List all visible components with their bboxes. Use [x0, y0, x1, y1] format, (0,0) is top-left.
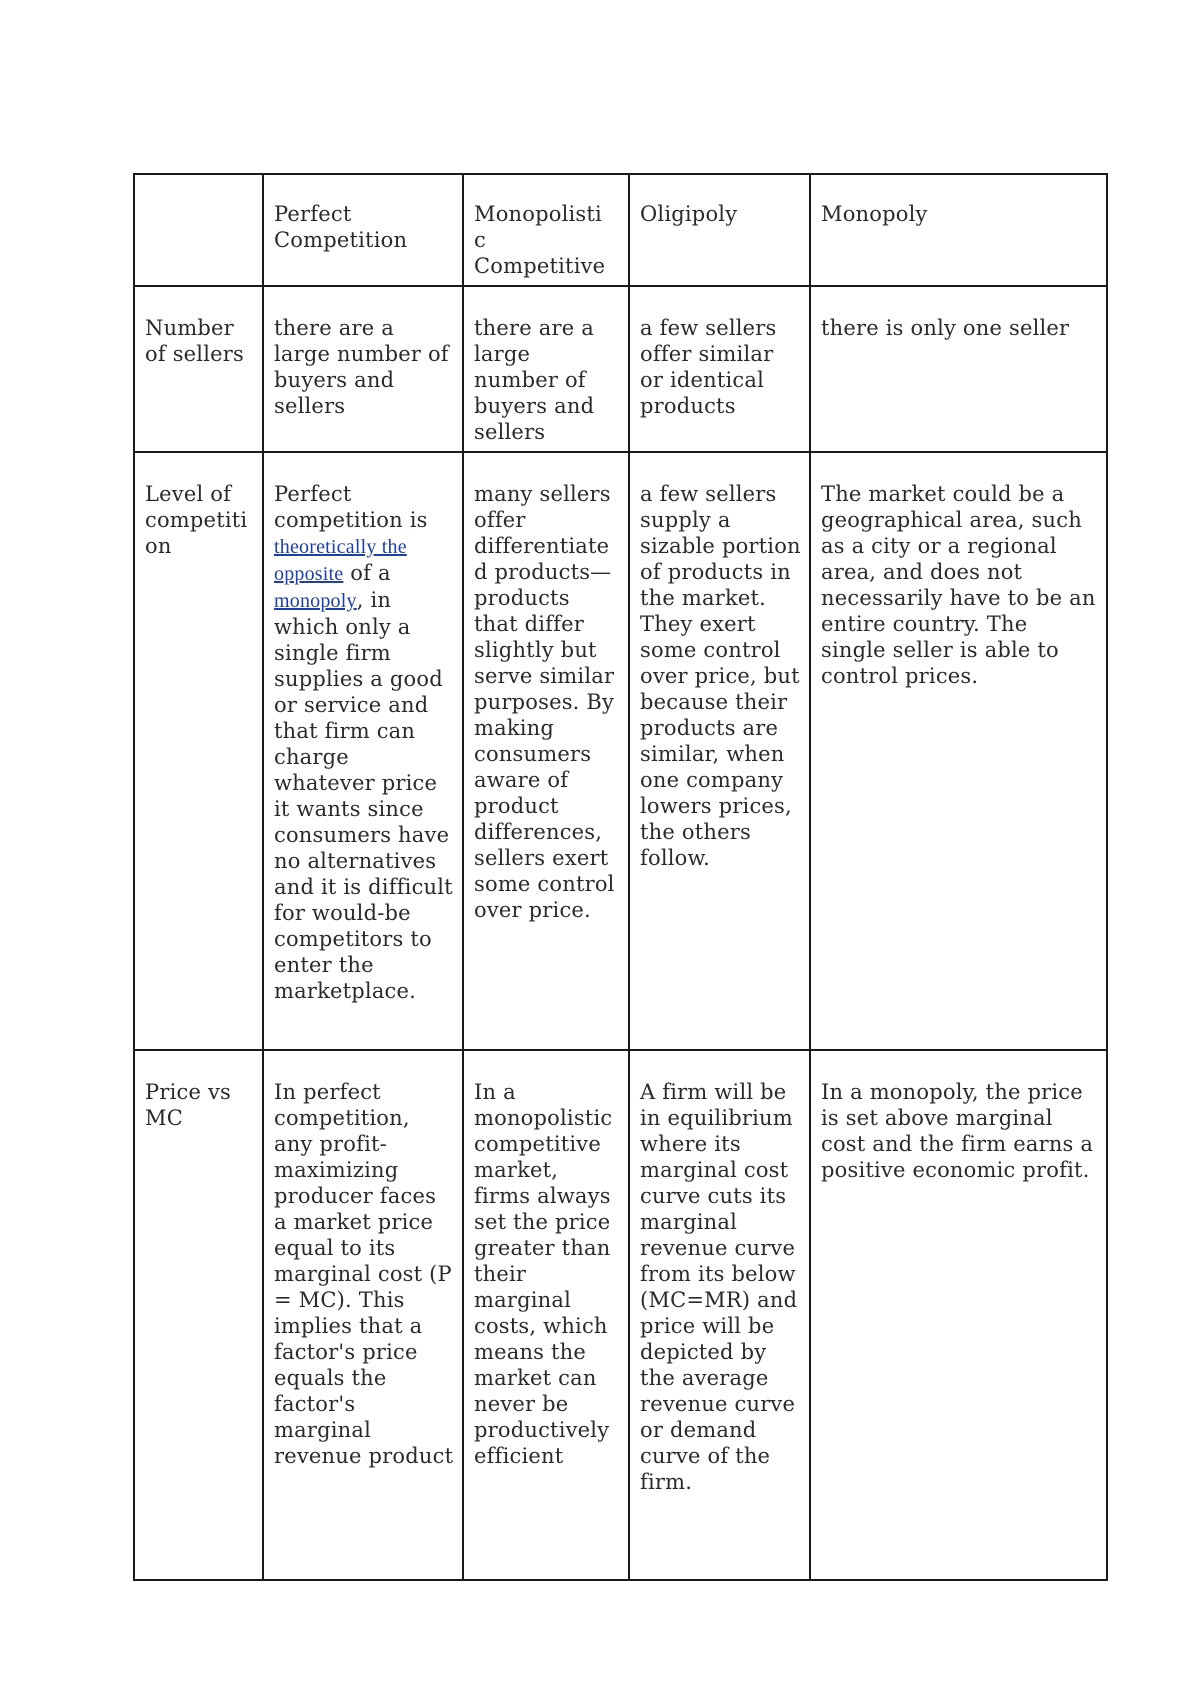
market-structures-table	[133, 173, 1108, 1581]
header-cell-oligopoly: Oligipoly	[629, 174, 810, 286]
competition-perfect-text-middle: of a	[343, 561, 391, 585]
row-label-price-vs-mc: Price vs MC	[134, 1050, 263, 1580]
cell-sellers-monopolistic: there are a large number of buyers and sellers	[463, 286, 629, 452]
header-cell-perfect-competition: Perfect Competition	[263, 174, 463, 286]
row-label-number-of-sellers: Number of sellers	[134, 286, 263, 452]
link-theoretically-the-opposite[interactable]: theoretically the opposite	[274, 536, 407, 585]
header-cell-monopolistic-competitive: Monopolisti c Competitive	[463, 174, 629, 286]
link-monopoly[interactable]: monopoly	[274, 590, 357, 612]
header-cell-monopoly: Monopoly	[810, 174, 1107, 286]
table-row-price-vs-mc	[134, 1050, 1107, 1580]
row-label-level-of-competition: Level of competiti on	[134, 452, 263, 1050]
cell-sellers-perfect: there are a large number of buyers and sellers	[263, 286, 463, 452]
cell-sellers-monopoly: there is only one seller	[810, 286, 1107, 452]
table-row-level-of-competition	[134, 452, 1107, 1050]
competition-perfect-text-after: , in which only a single firm supplies a good or service and that firm can charge whatever price it wants since consumers have no alternatives and it is difficult for would-be competitors to enter the marketplace.	[274, 588, 453, 1003]
cell-competition-monopolistic: many sellers offer differentiate d products—products that differ slightly but serve similar purposes. By making consumers aware of product differences, sellers exert some control over price.	[463, 452, 629, 1050]
table-header-row	[134, 174, 1107, 286]
competition-perfect-text-before: Perfect competition is	[274, 482, 428, 532]
cell-price-monopoly: In a monopoly, the price is set above marginal cost and the firm earns a positive economic profit.	[810, 1050, 1107, 1580]
cell-competition-perfect	[263, 452, 463, 1050]
cell-competition-oligopoly: a few sellers supply a sizable portion of products in the market. They exert some control over price, but because their products are similar, when one company lowers prices, the others follow.	[629, 452, 810, 1050]
cell-competition-monopoly: The market could be a geographical area, such as a city or a regional area, and does not necessarily have to be an entire country. The single seller is able to control prices.	[810, 452, 1107, 1050]
cell-price-monopolistic: In a monopolistic competitive market, firms always set the price greater than their marginal costs, which means the market can never be productively efficient	[463, 1050, 629, 1580]
cell-price-oligopoly: A firm will be in equilibrium where its marginal cost curve cuts its marginal revenue curve from its below (MC=MR) and price will be depicted by the average revenue curve or demand curve of the firm.	[629, 1050, 810, 1580]
header-cell-empty	[134, 174, 263, 286]
table-row-number-of-sellers	[134, 286, 1107, 452]
cell-sellers-oligopoly: a few sellers offer similar or identical products	[629, 286, 810, 452]
cell-price-perfect: In perfect competition, any profit-maximizing producer faces a market price equal to its marginal cost (P = MC). This implies that a factor's price equals the factor's marginal revenue product	[263, 1050, 463, 1580]
